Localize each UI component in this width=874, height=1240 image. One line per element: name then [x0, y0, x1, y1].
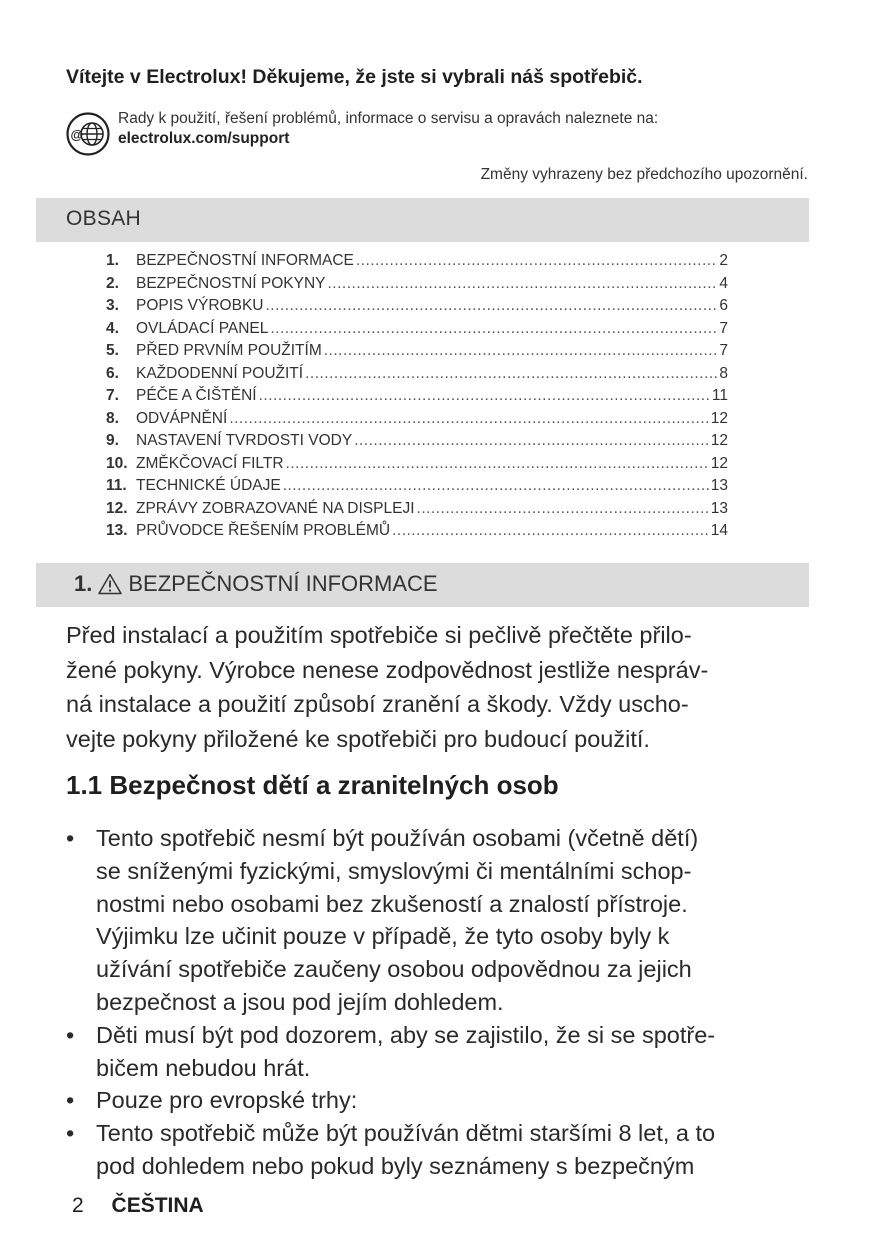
page-footer	[72, 1194, 204, 1218]
toc-entry-label: POPIS VÝROBKU	[136, 297, 264, 314]
toc-title: OBSAH	[66, 207, 142, 230]
list-item	[66, 822, 810, 1019]
toc-entry-number: 2.	[106, 274, 119, 292]
toc-dot-leader	[324, 342, 718, 360]
toc-entry-label: PRŮVODCE ŘEŠENÍM PROBLÉMŮ	[136, 522, 391, 539]
toc-dot-leader	[229, 410, 708, 428]
toc-entry[interactable]	[106, 477, 728, 500]
toc-entry[interactable]	[106, 410, 728, 433]
toc-entry-page: 13	[710, 477, 728, 494]
section-1-header-bar	[36, 563, 809, 607]
bullet-line: Tento spotřebič nesmí být používán osobami (včetně dětí)	[96, 825, 699, 851]
subsection-title: 1.1 Bezpečnost dětí a zranitelných osob	[66, 770, 559, 800]
toc-dot-leader	[265, 297, 717, 315]
toc-entry[interactable]	[106, 320, 728, 343]
toc-entry-page: 7	[719, 319, 728, 337]
toc-entry-label: PŘED PRVNÍM POUŽITÍM	[136, 342, 322, 359]
toc-entry[interactable]	[106, 522, 728, 545]
support-block	[66, 108, 806, 158]
section-title-text: BEZPEČNOSTNÍ INFORMACE	[128, 571, 438, 596]
list-item	[66, 1019, 810, 1085]
toc-entry-number: 12.	[106, 499, 128, 517]
toc-entry[interactable]	[106, 455, 728, 478]
toc-entry-page: 4	[719, 274, 728, 292]
bullet-list	[66, 822, 810, 1183]
intro-line: ná instalace a použití způsobí zranění a škody. Vždy uscho-	[66, 691, 689, 717]
toc-dot-leader	[286, 455, 709, 473]
toc-entry-label: NASTAVENÍ TVRDOSTI VODY	[136, 432, 353, 449]
globe-at-icon	[66, 112, 110, 156]
welcome-heading: Vítejte v Electrolux! Děkujeme, že jste si vybrali náš spotřebič.	[66, 66, 643, 88]
toc-entry-number: 4.	[106, 319, 119, 337]
toc-entry-label: ZPRÁVY ZOBRAZOVANÉ NA DISPLEJI	[136, 499, 415, 517]
toc-dot-leader	[327, 275, 717, 293]
section-1-title	[74, 571, 438, 597]
toc-dot-leader	[392, 522, 709, 540]
bullet-line: Děti musí být pod dozorem, aby se zajistilo, že si se spotře-	[96, 1021, 716, 1048]
toc-dot-leader	[270, 320, 717, 338]
toc-dot-leader	[417, 500, 709, 518]
toc-dot-leader	[356, 252, 717, 270]
toc-entry[interactable]	[106, 342, 728, 365]
toc-entry-label: KAŽDODENNÍ POUŽITÍ	[136, 364, 304, 382]
toc-entry-page: 6	[719, 297, 728, 314]
toc-entry-page: 13	[710, 499, 728, 517]
bullet-line: bičem nebudou hrát.	[96, 1054, 311, 1081]
bullet-line: pod dohledem nebo pokud byly seznámeny s bezpečným	[96, 1152, 695, 1179]
toc-entry-page: 14	[710, 522, 728, 539]
table-of-contents	[106, 252, 728, 545]
intro-line: žené pokyny. Výrobce nenese zodpovědnost jestliže nespráv-	[66, 656, 709, 683]
list-item	[66, 1084, 810, 1117]
toc-dot-leader	[305, 365, 717, 383]
toc-entry-page: 7	[719, 342, 728, 359]
toc-entry[interactable]	[106, 275, 728, 298]
toc-entry-number: 10.	[106, 454, 128, 472]
bullet-line: Pouze pro evropské trhy:	[96, 1087, 358, 1114]
intro-paragraph	[66, 618, 810, 756]
toc-entry-page: 2	[719, 252, 728, 269]
language-label: ČEŠTINA	[111, 1194, 204, 1217]
toc-entry-number: 5.	[106, 342, 119, 359]
bullet-line: Výjimku lze učinit pouze v případě, že tyto osoby byly k	[96, 923, 670, 950]
svg-text:@: @	[70, 127, 84, 142]
toc-entry-label: OVLÁDACÍ PANEL	[136, 319, 269, 337]
bullet-dot-icon: •	[66, 1087, 75, 1114]
toc-entry-number: 1.	[106, 252, 119, 269]
toc-entry[interactable]	[106, 432, 728, 455]
toc-entry-number: 13.	[106, 522, 128, 539]
toc-entry[interactable]	[106, 297, 728, 320]
toc-entry-label: BEZPEČNOSTNÍ INFORMACE	[136, 252, 354, 269]
support-text: Rady k použití, řešení problémů, informace o servisu a opravách naleznete na:	[118, 110, 659, 127]
support-link[interactable]: electrolux.com/support	[118, 130, 290, 147]
toc-entry-number: 7.	[106, 387, 119, 404]
bullet-line: nostmi nebo osobami bez zkušeností a znalostí přístroje.	[96, 890, 688, 917]
warning-triangle-icon	[98, 573, 122, 595]
toc-entry-page: 12	[710, 409, 728, 427]
bullet-line: se sníženými fyzickými, smyslovými či mentálními schop-	[96, 857, 692, 884]
toc-header-bar	[36, 198, 809, 242]
toc-entry-label: TECHNICKÉ ÚDAJE	[136, 477, 281, 494]
toc-entry[interactable]	[106, 252, 728, 275]
bullet-dot-icon: •	[66, 1021, 75, 1048]
toc-entry-label: ODVÁPNĚNÍ	[136, 409, 228, 427]
list-item	[66, 1117, 810, 1183]
toc-entry[interactable]	[106, 365, 728, 388]
bullet-line: užívání spotřebiče zaučeny osobou odpovědnou za jejich	[96, 956, 692, 983]
page-number: 2	[72, 1194, 84, 1217]
toc-entry[interactable]	[106, 387, 728, 410]
bullet-line: bezpečnost a jsou pod jejím dohledem.	[96, 988, 504, 1015]
bullet-line: Tento spotřebič může být používán dětmi staršími 8 let, a to	[96, 1120, 716, 1147]
toc-entry-number: 6.	[106, 364, 119, 382]
changes-notice: Změny vyhrazeny bez předchozího upozornění.	[480, 166, 808, 183]
toc-entry[interactable]	[106, 500, 728, 523]
toc-entry-page: 12	[710, 432, 728, 449]
toc-entry-page: 8	[719, 364, 728, 382]
toc-entry-label: PÉČE A ČIŠTĚNÍ	[136, 387, 257, 404]
toc-entry-page: 11	[711, 387, 728, 404]
bullet-dot-icon: •	[66, 825, 75, 851]
intro-line: vejte pokyny přiložené ke spotřebiči pro budoucí použití.	[66, 725, 650, 752]
toc-entry-number: 3.	[106, 297, 119, 314]
bullet-dot-icon: •	[66, 1120, 75, 1147]
toc-entry-number: 11.	[106, 477, 127, 494]
toc-dot-leader	[259, 387, 710, 405]
toc-entry-number: 8.	[106, 409, 119, 427]
intro-line: Před instalací a použitím spotřebiče si pečlivě přečtěte přilo-	[66, 622, 692, 648]
toc-entry-number: 9.	[106, 432, 119, 449]
section-number: 1.	[74, 571, 93, 596]
toc-dot-leader	[283, 477, 709, 495]
toc-entry-page: 12	[710, 454, 728, 472]
toc-dot-leader	[354, 432, 709, 450]
toc-entry-label: BEZPEČNOSTNÍ POKYNY	[136, 274, 326, 292]
toc-entry-label: ZMĚKČOVACÍ FILTR	[136, 454, 284, 472]
